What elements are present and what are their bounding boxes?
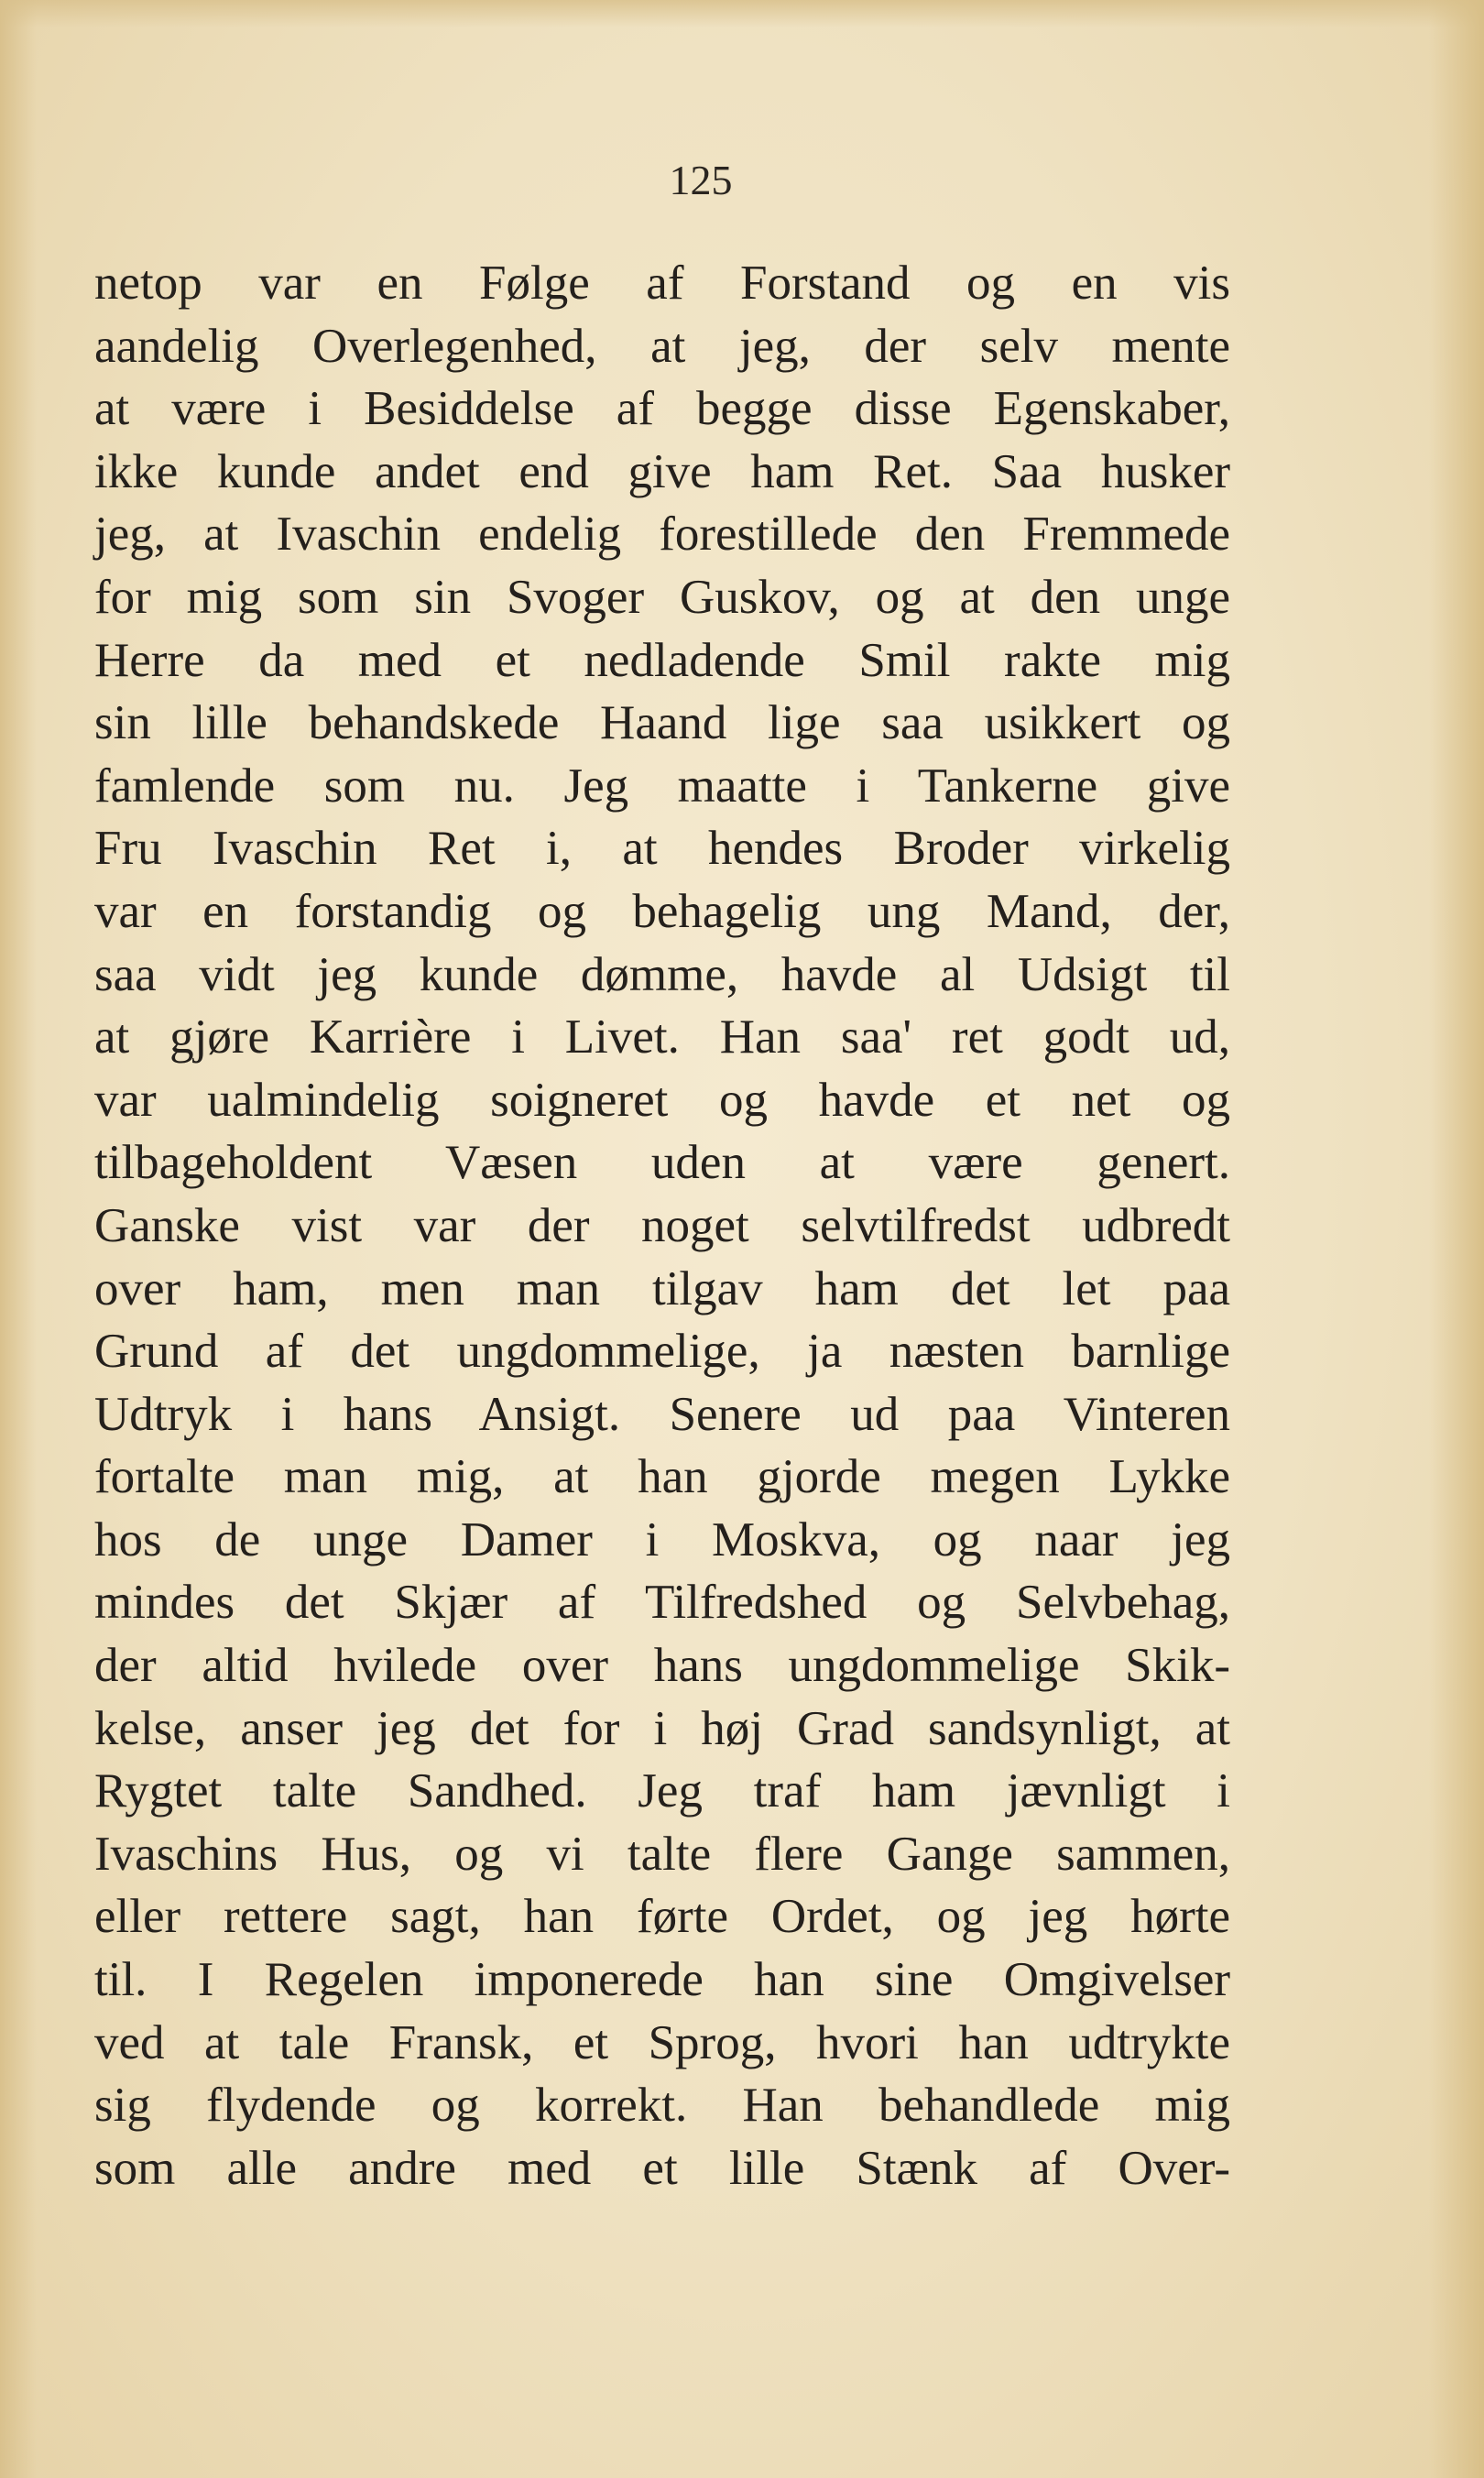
text-line: for mig som sin Svoger Guskov, og at den unge — [94, 570, 1230, 624]
text-line: som alle andre med et lille Stænk af Over- — [94, 2141, 1230, 2195]
text-line: Ivaschins Hus, og vi talte flere Gange sammen, — [94, 1827, 1230, 1881]
text-line: Udtryk i hans Ansigt. Senere ud paa Vinteren — [94, 1387, 1230, 1441]
text-line: hos de unge Damer i Moskva, og naar jeg — [94, 1512, 1230, 1566]
text-line: kelse, anser jeg det for i høj Grad sandsynligt, at — [94, 1701, 1230, 1755]
text-line: var ualmindelig soigneret og havde et net og — [94, 1073, 1230, 1127]
text-line: Ganske vist var der noget selvtilfredst udbredt — [94, 1198, 1230, 1252]
text-line: fortalte man mig, at han gjorde megen Lykke — [94, 1450, 1230, 1504]
page-edge-left — [0, 0, 37, 2478]
page-edge-right — [1429, 0, 1484, 2478]
text-line: aandelig Overlegenhed, at jeg, der selv mente — [94, 319, 1230, 373]
text-line: tilbageholdent Væsen uden at være genert. — [94, 1136, 1230, 1190]
text-line: eller rettere sagt, han førte Ordet, og jeg hørte — [94, 1890, 1230, 1944]
text-line: mindes det Skjær af Tilfredshed og Selvbehag, — [94, 1576, 1230, 1630]
text-line: famlende som nu. Jeg maatte i Tankerne give — [94, 759, 1230, 813]
text-line: saa vidt jeg kunde dømme, havde al Udsigt til — [94, 947, 1230, 1001]
text-line: netop var en Følge af Forstand og en vis — [94, 257, 1230, 310]
text-line: var en forstandig og behagelig ung Mand, der, — [94, 884, 1230, 938]
text-line: over ham, men man tilgav ham det let paa — [94, 1261, 1230, 1315]
text-line: Fru Ivaschin Ret i, at hendes Broder virkelig — [94, 822, 1230, 876]
text-line: der altid hvilede over hans ungdommelige Skik- — [94, 1639, 1230, 1693]
text-line: til. I Regelen imponerede han sine Omgivelser — [94, 1953, 1230, 2007]
text-line: at gjøre Karrière i Livet. Han saa' ret godt ud, — [94, 1010, 1230, 1064]
text-line: Rygtet talte Sandhed. Jeg traf ham jævnligt i — [94, 1764, 1230, 1818]
text-line: sin lille behandskede Haand lige saa usikkert og — [94, 696, 1230, 750]
text-line: at være i Besiddelse af begge disse Egenskaber, — [94, 382, 1230, 436]
text-line: Herre da med et nedladende Smil rakte mig — [94, 633, 1230, 687]
page-number: 125 — [669, 157, 733, 203]
text-line: jeg, at Ivaschin endelig forestillede den Fremmede — [94, 508, 1230, 562]
text-line: ikke kunde andet end give ham Ret. Saa husker — [94, 444, 1230, 498]
body-text — [94, 252, 1230, 2200]
page-edge-top — [0, 0, 1484, 27]
text-line: ved at tale Fransk, et Sprog, hvori han udtrykte — [94, 2015, 1230, 2069]
text-line: Grund af det ungdommelige, ja næsten barnlige — [94, 1325, 1230, 1379]
text-line: sig flydende og korrekt. Han behandlede mig — [94, 2079, 1230, 2133]
